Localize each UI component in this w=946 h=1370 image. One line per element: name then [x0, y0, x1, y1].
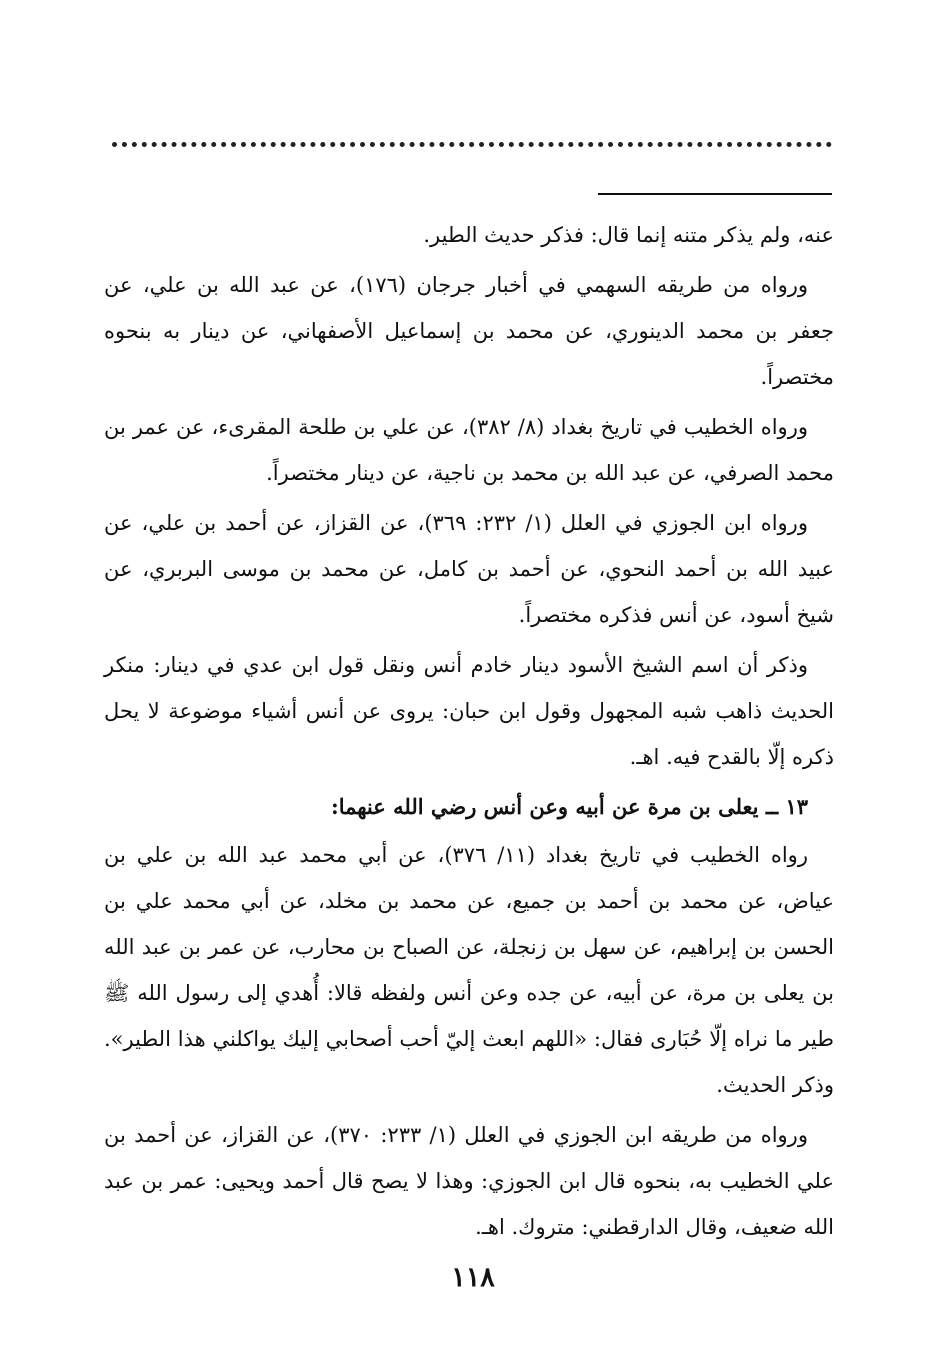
paragraph-2: ورواه من طريقه السهمي في أخبار جرجان (١٧٦)، عن عبد الله بن علي، عن جعفر بن محمد الدينوري، عن محمد بن إسماعيل الأصفهاني، عن دينار به بنحوه مختصراً. [104, 273, 834, 389]
paragraph-6: رواه الخطيب في تاريخ بغداد (١١/ ٣٧٦)، عن أبي محمد عبد الله بن علي بن عياض، عن محمد بن أحمد بن جميع، عن محمد بن مخلد، عن أبي محمد علي بن الحسن بن إبراهيم، عن سهل بن زنجلة، عن الصباح بن محارب، عن عمر بن عبد الله بن يعلى بن مرة، عن أبيه، عن جده وعن أنس ولفظه قالا: أُهدي إلى رسول الله ﷺ طير ما نراه إلّا حُبَارى فقال: «اللهم ابعث إليّ أحب أصحابي إليك يواكلني هذا الطير». وذكر الحديث. [104, 843, 834, 1097]
paragraph-5: وذكر أن اسم الشيخ الأسود دينار خادم أنس ونقل قول ابن عدي في دينار: منكر الحديث ذاهب شبه المجهول وقول ابن حبان: يروى عن أنس أشياء موضوعة لا يحل ذكره إلّا بالقدح فيه. اهـ. [104, 653, 834, 769]
section-heading: ١٣ ــ يعلى بن مرة عن أبيه وعن أنس رضي الله عنهما: [330, 794, 808, 819]
page-text [104, 212, 834, 1254]
paragraph-4: ورواه ابن الجوزي في العلل (١/ ٢٣٢: ٣٦٩)، عن القزاز، عن أحمد بن علي، عن عبيد الله بن أحمد النحوي، عن أحمد بن كامل، عن محمد بن موسى البربري، عن شيخ أسود، عن أنس فذكره مختصراً. [104, 511, 834, 627]
footnote-rule [598, 193, 832, 195]
paragraph-7: ورواه من طريقه ابن الجوزي في العلل (١/ ٢٣٣: ٣٧٠)، عن القزاز، عن أحمد بن علي الخطيب به، بنحوه قال ابن الجوزي: وهذا لا يصح قال أحمد ويحيى: عمر بن عبد الله ضعيف، وقال الدارقطني: متروك. اهـ. [104, 1123, 834, 1239]
page-number: ١١٨ [451, 1262, 495, 1293]
paragraph-3: ورواه الخطيب في تاريخ بغداد (٨/ ٣٨٢)، عن علي بن طلحة المقرىء، عن عمر بن محمد الصرفي، عن عبد الله بن محمد بن ناجية، عن دينار مختصراً. [104, 415, 834, 485]
dotted-separator [112, 142, 832, 147]
paragraph-1: عنه، ولم يذكر متنه إنما قال: فذكر حديث الطير. [423, 223, 834, 247]
